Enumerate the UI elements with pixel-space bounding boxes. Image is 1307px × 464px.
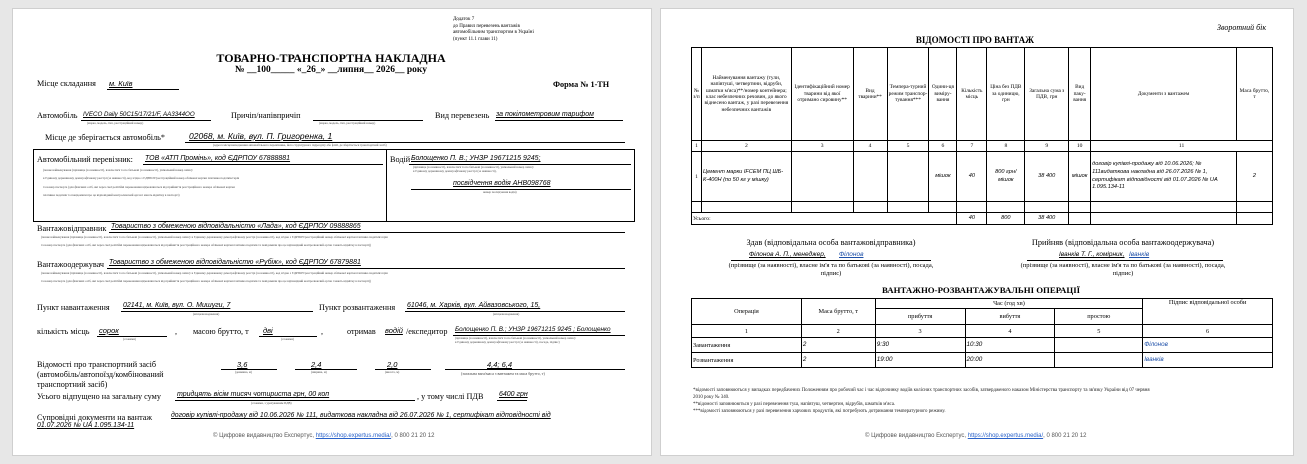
- places-hint: (словами): [123, 337, 136, 341]
- height-hint: (висота, м): [385, 370, 400, 374]
- column-number: 2: [801, 325, 875, 338]
- column-number: 1: [692, 325, 802, 338]
- column-number-10: 11: [1178, 143, 1185, 149]
- total-value: тридцять вісім тисяч чотириста грн, 00 коп: [177, 391, 330, 398]
- ops-idle: [1055, 353, 1143, 368]
- footer: [865, 433, 1086, 439]
- place-value: м. Київ: [109, 79, 133, 88]
- ops-header-time: Час (год хв): [875, 299, 1143, 309]
- cargo-empty-row: [692, 202, 1273, 213]
- hint-line: (повне найменування (прізвище (за наявності), власне ім'я та по батькові (за наявності), унікальний номер запису: [43, 168, 193, 172]
- waybill-back-page: [660, 8, 1294, 456]
- operations-title: ВАНТАЖНО-РОЗВАНТАЖУВАЛЬНІ ОПЕРАЦІЇ: [881, 285, 1081, 295]
- cargo-number-row: [692, 141, 1273, 152]
- cargo-animal-type: [853, 152, 887, 202]
- trailer-label: Причіп/напівпричіп: [231, 111, 301, 120]
- gross-value: дві: [263, 326, 273, 335]
- driver-label: Водій: [390, 155, 411, 164]
- column-number: 7: [957, 141, 987, 152]
- docs-value: договір купівлі-продажу від 10.06.2026 № 111, видаткова накладна від 26.07.2026 № 1, сертифікат відповідності від: [171, 412, 551, 419]
- ops-signature: Філонов: [1143, 338, 1273, 353]
- hint-line: (прізвище (за наявності), власне ім'я та по батькові (за наявності), унікальний номер запису: [413, 165, 534, 169]
- shipper-hints: [41, 234, 388, 249]
- storage-hint: (адреса місцезнаходження автомобільного перевізника, його структурного підрозділу або філії, де зберігається транспортний засіб): [213, 143, 387, 147]
- column-number: 2: [701, 141, 791, 152]
- hint-line: та номер паспорта (для фізичних осіб, які через свої релігійні переконання відмовляються від прийняття реєстраційного номера облікової картки платника податків та повідомили про це відповідний контролюючий орган і мають відмітку в паспорті)): [41, 242, 372, 247]
- footer-phone: , 0 800 21 20 12: [391, 433, 435, 439]
- consignee-hints: [41, 270, 388, 285]
- vehicle-info-label: [37, 360, 164, 390]
- vat-label: , у тому числі ПДВ: [417, 392, 484, 401]
- cargo-header: Темпера-турний режим транспор-тування***: [887, 48, 929, 141]
- storage-value: 02068, м. Київ, вул. П. Григоренка, 1: [189, 131, 333, 141]
- cargo-header: Вид паку-вання: [1069, 48, 1091, 141]
- unloading-hint: (місцезнаходження): [493, 312, 520, 316]
- column-number: 8: [987, 141, 1025, 152]
- cargo-header: Ідентифікаційний номер тварини від якої отримано сировину**: [791, 48, 853, 141]
- hint-line: (прізвище (за наявності), власне ім'я та по батькові (за наявності), унікальний номер запису: [455, 336, 576, 340]
- vat-value: 6400 грн: [499, 391, 528, 398]
- document-year: 2026__: [375, 65, 405, 75]
- forwarder-label: /експедитор: [406, 327, 448, 336]
- footnotes: [693, 387, 1150, 415]
- vehicle-hint: (марка, модель, тип, реєстраційний номер): [87, 121, 144, 125]
- appendix-line: до Правил перевезень вантажів: [453, 23, 520, 29]
- cargo-header: Документи з вантажем: [1091, 48, 1237, 141]
- document-day: «_26_»: [296, 65, 326, 75]
- appendix-line: автомобільним транспортом в Україні: [453, 30, 534, 35]
- cargo-sum: 38 400: [1025, 152, 1069, 202]
- cargo-title: ВІДОМОСТІ ПРО ВАНТАЖ: [915, 35, 1035, 45]
- total-label: Усього відпущено на загальну суму: [37, 392, 161, 401]
- vehicle-width: 2,4: [311, 360, 322, 369]
- cargo-total-label: Усього:: [692, 213, 957, 225]
- received-value: Болощенко П. В.; УНЗР 19671215 9245 ; Болощенко: [455, 326, 611, 333]
- column-number: 4: [965, 325, 1055, 338]
- gross-label: масою брутто, т: [193, 327, 249, 336]
- cargo-header: Найменування вантажу (тули, напівтуші, четвертини, відруби, шматки м'яса)**/номер контейнера; клас небезпечних речовин, до якого віднесено вантаж, у разі перевезення небезпечних вантажів: [701, 48, 791, 141]
- unloading-label: Пункт розвантаження: [319, 303, 396, 312]
- ops-header-idle: простою: [1055, 309, 1143, 325]
- ops-arrival: 19:00: [875, 353, 965, 368]
- column-number: 3: [791, 141, 853, 152]
- driver-license: посвідчення водія АНВ098768: [453, 180, 551, 187]
- footer-link[interactable]: https://shop.expertus.media/: [967, 433, 1044, 439]
- carrier-label: Автомобільний перевізник:: [37, 155, 133, 164]
- column-number: 3: [875, 325, 965, 338]
- hint-line: в Єдиному державному демографічному реєстрі (за наявності), посада, підпис): [455, 339, 560, 344]
- cargo-header: Одини-ця виміру-вання: [929, 48, 957, 141]
- cargo-temperature: [887, 152, 929, 202]
- waybill-front-page: Додаток 7 до Правил перевезень вантажів автомобільним транспортом в Україні (пункт 11.1 глави 11) ТОВАРНО-ТРАНСПОРТНА НАКЛАДНА № __100_____ «_26_» __липня__ 2026__ року Місце складання м. Київ Форма № 1-ТН Автомобіль IVECO Daily 50C15/17/21/F, АА3344ОО (марка, модель, тип, реєстраційний номер) Причіп/напівпричіп (марка, модель, тип, реєстраційний номер) Вид перевезень за покілометровим тарифом Місце де зберігається автомобіль* 02068, м. Київ, вул. П. Григоренка, 1 (адреса місцезнаходження автомобільного перевізника, його структурного підрозділу або філії, де зберігається транспортний засіб) Автомобільний перевізник: ТОВ «АТП Промінь», код ЄДРПОУ 67888881 (повне найменування (прізвище (за наявності), власне ім'я та по батькові (за наявності), унікальний номер запису в Єдиному державному демографічному реєстрі (за наявності), код згідно з ЄДРПОУ/реєстраційний номер облікової картки платника податків/серія та номер паспорта (для фізичних осіб, які через свої релігійні переконання відмовляються від прийняття реєстраційного номера облікової картки платника податків та повідомили про це відповідний контролюючий орган і мають відмітку в паспорті) Водій Болощенко П. В.; УНЗР 19671215 9245; (прізвище (за наявності), власне ім'я та по батькові (за наявності), унікальний номер запису в Єдиному державному демографічному реєстрі (за наявності), посвідчення водія АНВ098768 номер посвідчення водія) Вантажовідправник Товариство з обмеженою відповідальністю «Лада», код ЄДРПОУ 09888865 (повне найменування (прізвище (за наявності), власне ім'я та по батькові (за наявності), унікальний номер запису в Єдиному державному демографічному реєстрі (за наявності), код згідно з ЄДРПОУ/реєстраційний номер облікової картки платника податків/серія та номер паспорта (для фізичних осіб, які через свої релігійні переконання відмовляються від прийняття реєстраційного номера облікової картки платника податків та повідомили про це відповідний контролюючий орган і мають відмітку в паспорті)) Вантажоодержувач Товариство з обмеженою відповідальністю «Рубіж», код ЄДРПОУ 67879881 (повне найменування (прізвище (за наявності), власне ім'я та по батькові (за наявності), унікальний номер запису в Єдиному державному демографічному реєстрі (за наявності), код згідно з ЄДРПОУ/реєстраційний номер облікової картки платника податків/серія та номер паспорта (для фізичних осіб, які через свої релігійні переконання відмовляються від прийняття реєстраційного номера облікової картки платника податків та повідомили про це відповідний контролюючий орган і мають відмітку в паспорті)) Пункт навантаження 02141, м. Київ, вул. О. Мишуги, 7 (місцезнаходження) Пункт розвантаження 61046, м. Харків, вул. Айвазовського, 15, (місцезнаходження) кількість місць сорок (словами) , масою брутто, т дві (словами) , отримав водій /експедитор Болощенко П. В.; УНЗР 19671215 9245 ; Болощенко (прізвище (за наявності), власне ім'я та по батькові (за наявності), унікальний номер запису в Єдиному державному демографічному реєстрі (за наявності), посада, підпис) Відомості про транспортний засіб (автомобіль/автопоїзд/комбінований транспортний засіб) 3,6 (довжина, м) 2,4 (ширина, м) 2,0 (висота, м) 4,4; 6,4 (загальна вага/маса з вантажем та маса брутто, т) Усього відпущено на загальну суму тридцять вісім тисяч чотириста грн, 00 коп (словами, з урахуванням ПДВ) , у тому числі ПДВ 6400 грн Супровідні документи на вантаж договір купівлі-продажу від 10.06.2026 № 111, видаткова накладна від 26.07.2026 № 1, сертифікат відповідності від 01.07.2026 № UA 1.095.134-11 © Цифрове видавництво Експертус, https://shop.expertus.media/, 0 800 21 20 12: [12, 8, 652, 456]
- cargo-total-sum: 38 400: [1025, 213, 1069, 225]
- column-number: 5: [1055, 325, 1143, 338]
- ops-row: [692, 353, 1273, 368]
- loading-value: 02141, м. Київ, вул. О. Мишуги, 7: [123, 302, 231, 309]
- total-hint: (словами, з урахуванням ПДВ): [251, 401, 292, 405]
- width-hint: (ширина, м): [311, 370, 327, 374]
- driver-license-hint: номер посвідчення водія): [483, 190, 517, 194]
- ops-header-row: [692, 299, 1273, 309]
- ops-operation: Завантаження: [692, 338, 802, 353]
- cargo-total-places: 40: [957, 213, 987, 225]
- vehicle-length: 3,6: [237, 360, 248, 369]
- cargo-header: № з/п: [692, 48, 702, 141]
- form-label: Форма № 1-ТН: [553, 80, 610, 89]
- places-value: сорок: [99, 326, 119, 335]
- received-label: отримав: [347, 327, 376, 336]
- loading-hint: (місцезнаходження): [193, 312, 220, 316]
- document-month: __липня__: [327, 65, 374, 75]
- hint-line: платника податків та повідомили про це відповідний контролюючий орган і мають відмітку в паспорті): [43, 193, 180, 198]
- document-number-line: [235, 65, 427, 75]
- shipper-label: Вантажовідправник: [37, 224, 107, 233]
- cargo-total-price: 800: [987, 213, 1025, 225]
- column-number: 9: [1025, 141, 1069, 152]
- cargo-price: 800 грн/мішок: [987, 152, 1025, 202]
- shipper-value: Товариство з обмеженою відповідальністю «Лада», код ЄДРПОУ 09888865: [111, 223, 361, 230]
- accepted-label: Прийняв (відповідальна особа вантажоодержувача): [1031, 238, 1215, 247]
- vehicle-mass: 4,4; 6,4: [487, 360, 513, 369]
- ops-signature: Іванків: [1143, 353, 1273, 368]
- vehicle-info-line: Відомості про транспортний засіб: [37, 360, 157, 369]
- received-who: водій: [385, 326, 403, 335]
- ops-departure: 10:30: [965, 338, 1055, 353]
- footer-phone: , 0 800 21 20 12: [1043, 433, 1087, 439]
- ops-arrival: 9:30: [875, 338, 965, 353]
- carrier-value: ТОВ «АТП Промінь», код ЄДРПОУ 67888881: [145, 155, 291, 162]
- handed-signature: Філонов: [839, 251, 864, 258]
- cargo-header: Маса брутто, т: [1236, 48, 1272, 141]
- column-number: 6: [1143, 325, 1273, 338]
- handed-hint: (прізвище (за наявності), власне ім'я та по батькові (за наявності), посада, підпис): [728, 262, 934, 278]
- ops-header-mass: Маса брутто, т: [801, 299, 875, 325]
- accepted-hint: (прізвище (за наявності), власне ім'я та по батькові (за наявності), посада, підпис): [1020, 262, 1226, 278]
- document-number: __100_____: [246, 65, 295, 75]
- places-label: кількість місць: [37, 327, 90, 336]
- ops-header-departure: вибуття: [965, 309, 1055, 325]
- mass-hint: (загальна вага/маса з вантажем та маса брутто, т): [461, 371, 545, 376]
- year-suffix: року: [406, 65, 427, 75]
- hint-line: в Єдиному державному демографічному реєстрі (за наявності), код згідно з ЄДРПОУ/реєстраційний номер облікової картки платника податків/серія: [43, 176, 240, 181]
- handed-value: Філонов А. П., менеджер,: [749, 251, 826, 258]
- cargo-table: [691, 47, 1273, 225]
- cargo-header-row: [692, 48, 1273, 141]
- cargo-row-number: 1: [692, 152, 702, 202]
- ops-header-sign: Підпис відповідальної особи: [1143, 299, 1273, 325]
- footnote: ***відомості заповнюються у разі перевезення харчових продуктів, які потребують дотримання температурного режиму.: [693, 409, 946, 415]
- column-number: 5: [887, 141, 929, 152]
- cargo-places: 40: [957, 152, 987, 202]
- vehicle-height: 2,0: [387, 360, 398, 369]
- consignee-value: Товариство з обмеженою відповідальністю «Рубіж», код ЄДРПОУ 67879881: [109, 259, 361, 266]
- docs-label: Супровідні документи на вантаж: [37, 413, 153, 422]
- column-number: 4: [853, 141, 887, 152]
- appendix-note: [453, 17, 534, 43]
- footnote: 2010 року № 340.: [693, 395, 730, 401]
- received-hints: [455, 337, 576, 345]
- cargo-header: Кількість місць: [957, 48, 987, 141]
- column-number: [1091, 141, 1273, 152]
- cargo-header: Ціна без ПДВ за одиницю, грн: [987, 48, 1025, 141]
- transport-type-label: Вид перевезень: [435, 111, 490, 120]
- carrier-hints: [43, 166, 239, 199]
- footer: [213, 433, 434, 439]
- cargo-unit: мішок: [929, 152, 957, 202]
- column-number: 6: [929, 141, 957, 152]
- driver-value: Болощенко П. В.; УНЗР 19671215 9245;: [411, 155, 541, 162]
- number-prefix: №: [235, 65, 245, 75]
- appendix-line: (пункт 11.1 глави 11): [453, 36, 498, 42]
- ops-number-row: [692, 325, 1273, 338]
- unloading-value: 61046, м. Харків, вул. Айвазовського, 15,: [407, 302, 541, 309]
- cargo-docs: договір купівлі-продажу від 10.06.2026; № 111видаткова накладна від 26.07.2026 № 1, сертифікат відповідності від 01.07.2026 № UA 1.095.134-11: [1091, 152, 1237, 202]
- reverse-side-label: Зворотний бік: [1217, 23, 1267, 32]
- appendix-line: Додаток 7: [453, 17, 475, 22]
- cargo-name: Цемент марки IFCEM ПЦ ШБ-К-400Н (по 50 кг у мішку): [701, 152, 791, 202]
- footnote: *відомості заповнюються у випадках передбачених Положенням про робочий час і час відпочинку водіїв колісних транспортних засобів, затвердженого наказом Міністерства транспорту та зв'язку України від 07 червня: [693, 388, 1150, 393]
- ops-operation: Розвантаження: [692, 353, 802, 368]
- driver-hints: [413, 166, 534, 174]
- ops-header-operation: Операція: [692, 299, 802, 325]
- cargo-animal-id: [791, 152, 853, 202]
- cargo-header: Загальна сума з ПДВ, грн: [1025, 48, 1069, 141]
- hint-line: (повне найменування (прізвище (за наявності), власне ім'я та по батькові (за наявності), унікальний номер запису в Єдиному державному демографічному реєстрі (за наявності), код згідно з ЄДРПОУ/реєстраційний номер облікової картки платника податків/серія: [41, 235, 388, 239]
- transport-type-value: за покілометровим тарифом: [496, 111, 594, 118]
- ops-mass: 2: [801, 338, 875, 353]
- cargo-pack: мішок: [1069, 152, 1091, 202]
- cargo-header: Вид тварини**: [853, 48, 887, 141]
- footer-link[interactable]: https://shop.expertus.media/: [315, 433, 392, 439]
- ops-idle: [1055, 338, 1143, 353]
- storage-label: Місце де зберігається автомобіль*: [45, 133, 165, 142]
- footer-text: © Цифрове видавництво Експертус,: [865, 433, 967, 439]
- gross-hint: (словами): [281, 337, 294, 341]
- footer-text: © Цифрове видавництво Експертус,: [213, 433, 315, 439]
- ops-mass: 2: [801, 353, 875, 368]
- docs-value-cont: 01.07.2026 № UA 1.095.134-11: [37, 422, 135, 429]
- accepted-signature: Іванків: [1129, 251, 1150, 258]
- trailer-hint: (марка, модель, тип, реєстраційний номер): [319, 121, 376, 125]
- vehicle-value: IVECO Daily 50C15/17/21/F, АА3344ОО: [83, 111, 195, 118]
- column-number: 1: [692, 141, 702, 152]
- hint-line: та номер паспорта (для фізичних осіб, які через свої релігійні переконання відмовляються від прийняття реєстраційного номера облікової картки платника податків та повідомили про це відповідний контролюючий орган і мають відмітку в паспорті)): [41, 278, 372, 283]
- ops-header-arrival: прибуття: [875, 309, 965, 325]
- hint-line: (повне найменування (прізвище (за наявності), власне ім'я та по батькові (за наявності), унікальний номер запису в Єдиному державному демографічному реєстрі (за наявності), код згідно з ЄДРПОУ/реєстраційний номер облікової картки платника податків/серія: [41, 271, 388, 275]
- document-title: ТОВАРНО-ТРАНСПОРТНА НАКЛАДНА: [216, 51, 446, 65]
- place-label: Місце складання: [37, 79, 96, 88]
- cargo-total-row: [692, 213, 1273, 225]
- accepted-value: Іванків Т. Г., комірник,: [1059, 251, 1125, 258]
- ops-departure: 20:00: [965, 353, 1055, 368]
- handed-label: Здав (відповідальна особа вантажовідправника): [746, 238, 916, 247]
- consignee-label: Вантажоодержувач: [37, 260, 105, 269]
- hint-line: та номер паспорта (для фізичних осіб, які через свої релігійні переконання відмовляються від прийняття реєстраційного номера облікової картки: [43, 184, 235, 189]
- loading-label: Пункт навантаження: [37, 303, 110, 312]
- column-number: 10: [1069, 141, 1091, 152]
- footnote: **відомості заповнюються у разі перевезення туш, напівтуш, четвертин, відрубів, шматків м'яса.: [693, 402, 896, 408]
- vehicle-label: Автомобіль: [37, 111, 78, 120]
- length-hint: (довжина, м): [235, 370, 252, 374]
- vehicle-info-line: транспортний засіб): [37, 379, 108, 389]
- ops-row: [692, 338, 1273, 353]
- cargo-mass: 2: [1236, 152, 1272, 202]
- hint-line: в Єдиному державному демографічному реєстрі (за наявності),: [413, 168, 497, 173]
- vehicle-info-line: (автомобіль/автопоїзд/комбінований: [37, 369, 164, 379]
- cargo-row: [692, 152, 1273, 202]
- operations-table: [691, 298, 1273, 368]
